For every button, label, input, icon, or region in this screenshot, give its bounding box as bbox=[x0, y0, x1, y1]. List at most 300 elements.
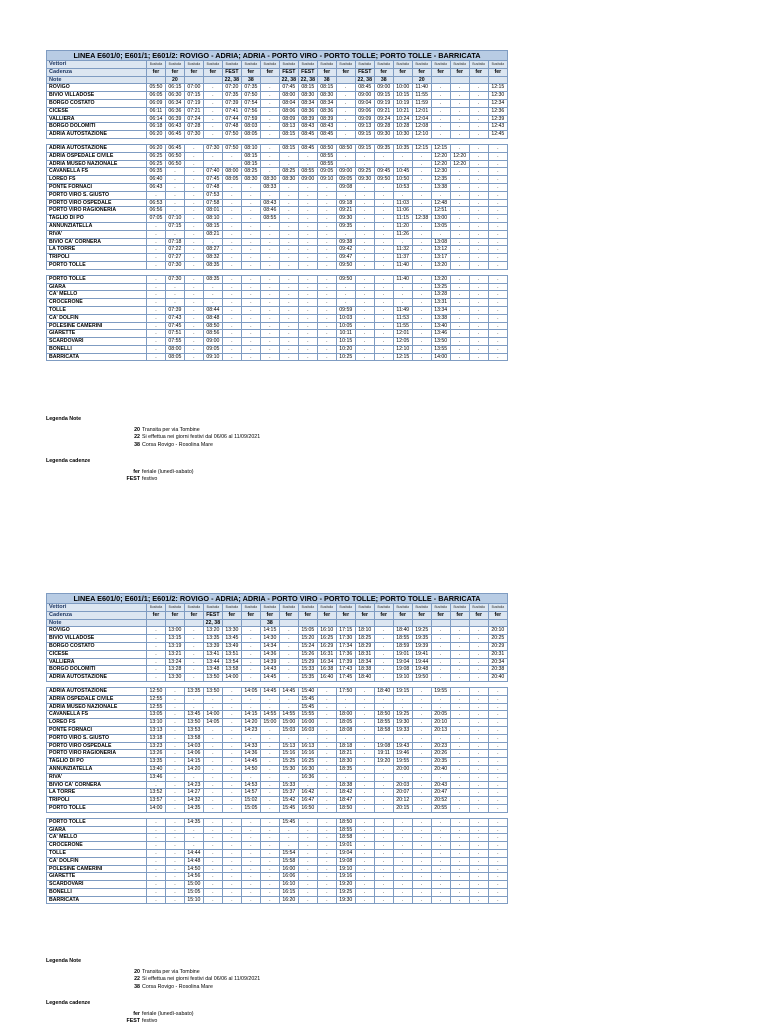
time-cell: . bbox=[222, 230, 241, 238]
stop-row bbox=[47, 734, 508, 742]
time-cell: 14:56 bbox=[184, 873, 203, 881]
time-cell: 19:25 bbox=[336, 888, 355, 896]
time-cell: 08:04 bbox=[279, 99, 298, 107]
time-cell: 15:45 bbox=[298, 703, 317, 711]
time-cell: . bbox=[469, 299, 488, 307]
time-cell: . bbox=[355, 291, 374, 299]
time-cell: . bbox=[431, 658, 450, 666]
time-cell: 19:11 bbox=[374, 750, 393, 758]
time-cell: . bbox=[260, 865, 279, 873]
time-cell: 20:03 bbox=[393, 781, 412, 789]
time-cell: . bbox=[146, 818, 165, 826]
time-cell: 13:54 bbox=[222, 658, 241, 666]
time-cell: 08:10 bbox=[203, 215, 222, 223]
time-cell: . bbox=[222, 765, 241, 773]
time-cell: 09:42 bbox=[336, 246, 355, 254]
time-cell: . bbox=[469, 207, 488, 215]
time-cell: 15:42 bbox=[279, 797, 298, 805]
time-cell: 13:31 bbox=[431, 299, 450, 307]
cadenza-cell: fer bbox=[355, 611, 374, 619]
time-cell: 18:40 bbox=[355, 674, 374, 682]
stop-name: VALLIERA bbox=[47, 115, 147, 123]
operator-cell: Busitalia bbox=[279, 61, 298, 69]
time-cell: . bbox=[298, 261, 317, 269]
time-cell: 08:45 bbox=[298, 144, 317, 152]
legend-note-code: 20 bbox=[134, 968, 140, 975]
stop-name: BIVIO VILLADOSE bbox=[47, 635, 147, 643]
time-cell: . bbox=[355, 207, 374, 215]
time-cell: . bbox=[146, 642, 165, 650]
time-cell: . bbox=[146, 635, 165, 643]
time-cell: 15:33 bbox=[279, 781, 298, 789]
legend-note-text: Corsa Rovigo - Rosolina Mare bbox=[142, 441, 213, 448]
time-cell: . bbox=[222, 283, 241, 291]
time-cell: . bbox=[222, 865, 241, 873]
time-cell: . bbox=[393, 695, 412, 703]
time-cell: 07:45 bbox=[279, 84, 298, 92]
time-cell: . bbox=[260, 123, 279, 131]
stop-name: TOLLE bbox=[47, 849, 147, 857]
time-cell: . bbox=[431, 650, 450, 658]
cadenza-cell: fer bbox=[184, 611, 203, 619]
time-cell: . bbox=[336, 299, 355, 307]
legend-note-item bbox=[134, 442, 506, 450]
time-cell: . bbox=[488, 765, 507, 773]
time-cell: 12:51 bbox=[431, 207, 450, 215]
stop-row bbox=[47, 627, 508, 635]
time-cell: 15:00 bbox=[184, 881, 203, 889]
time-cell: 16:40 bbox=[317, 674, 336, 682]
note-cell bbox=[355, 619, 374, 627]
time-cell: . bbox=[241, 299, 260, 307]
time-cell: . bbox=[488, 207, 507, 215]
time-cell: 19:15 bbox=[393, 687, 412, 695]
time-cell: 20:13 bbox=[431, 726, 450, 734]
stop-name: PORTO TOLLE bbox=[47, 818, 147, 826]
time-cell: 13:28 bbox=[165, 666, 184, 674]
time-cell: . bbox=[298, 254, 317, 262]
time-cell: 14:45 bbox=[241, 758, 260, 766]
operator-cell: Busitalia bbox=[184, 61, 203, 69]
time-cell: 19:08 bbox=[374, 742, 393, 750]
time-cell: . bbox=[260, 254, 279, 262]
time-cell: 10:53 bbox=[393, 183, 412, 191]
time-cell: . bbox=[222, 330, 241, 338]
time-cell: 08:50 bbox=[336, 144, 355, 152]
time-cell: . bbox=[450, 873, 469, 881]
time-cell: . bbox=[393, 857, 412, 865]
time-cell: . bbox=[488, 160, 507, 168]
time-cell: 06:20 bbox=[146, 131, 165, 139]
time-cell: 15:58 bbox=[279, 857, 298, 865]
time-cell: . bbox=[336, 773, 355, 781]
time-cell: . bbox=[450, 726, 469, 734]
time-cell: 08:15 bbox=[317, 84, 336, 92]
time-cell: . bbox=[393, 888, 412, 896]
time-cell: . bbox=[146, 881, 165, 889]
time-cell: . bbox=[412, 703, 431, 711]
stop-name: TAGLIO DI PO bbox=[47, 215, 147, 223]
time-cell: . bbox=[222, 687, 241, 695]
time-cell: . bbox=[412, 742, 431, 750]
time-cell: 15:05 bbox=[184, 888, 203, 896]
time-cell: 15:54 bbox=[279, 849, 298, 857]
stop-row bbox=[47, 84, 508, 92]
time-cell: . bbox=[222, 742, 241, 750]
time-cell: . bbox=[279, 834, 298, 842]
time-cell: 07:58 bbox=[203, 199, 222, 207]
time-cell: . bbox=[222, 888, 241, 896]
time-cell: 08:15 bbox=[298, 84, 317, 92]
time-cell: . bbox=[146, 353, 165, 361]
time-cell: . bbox=[450, 275, 469, 283]
time-cell: . bbox=[355, 781, 374, 789]
stop-row bbox=[47, 191, 508, 199]
time-cell: 13:05 bbox=[431, 222, 450, 230]
timetable-table bbox=[46, 50, 508, 361]
time-cell: 18:42 bbox=[336, 789, 355, 797]
time-cell: . bbox=[393, 881, 412, 889]
stop-name: GIARA bbox=[47, 826, 147, 834]
time-cell: . bbox=[146, 658, 165, 666]
time-cell: . bbox=[450, 199, 469, 207]
time-cell: . bbox=[336, 152, 355, 160]
legend-cadenza-item bbox=[122, 1011, 506, 1019]
stop-name: TOLLE bbox=[47, 306, 147, 314]
time-cell: . bbox=[203, 703, 222, 711]
time-cell: 07:10 bbox=[165, 215, 184, 223]
time-cell: . bbox=[393, 896, 412, 904]
time-cell: . bbox=[431, 99, 450, 107]
operator-cell: Busitalia bbox=[393, 604, 412, 612]
stop-row bbox=[47, 261, 508, 269]
time-cell: 14:15 bbox=[260, 627, 279, 635]
time-cell: 08:36 bbox=[317, 107, 336, 115]
time-cell: . bbox=[450, 711, 469, 719]
time-cell: . bbox=[488, 238, 507, 246]
stop-name: BIVIO VILLADOSE bbox=[47, 92, 147, 100]
time-cell: 18:00 bbox=[336, 711, 355, 719]
stop-row bbox=[47, 254, 508, 262]
time-cell: 07:45 bbox=[165, 322, 184, 330]
time-cell: . bbox=[336, 734, 355, 742]
time-cell: . bbox=[431, 131, 450, 139]
time-cell: . bbox=[146, 291, 165, 299]
note-cell bbox=[469, 76, 488, 84]
time-cell: . bbox=[241, 842, 260, 850]
time-cell: . bbox=[374, 322, 393, 330]
time-cell: . bbox=[355, 261, 374, 269]
time-cell: . bbox=[412, 842, 431, 850]
stop-row bbox=[47, 642, 508, 650]
time-cell: 08:45 bbox=[317, 131, 336, 139]
time-cell: . bbox=[355, 818, 374, 826]
time-cell: . bbox=[450, 330, 469, 338]
time-cell: . bbox=[336, 123, 355, 131]
time-cell: 19:16 bbox=[336, 873, 355, 881]
time-cell: 12:39 bbox=[488, 115, 507, 123]
time-cell: . bbox=[165, 230, 184, 238]
time-cell: 07:15 bbox=[184, 92, 203, 100]
time-cell: 08:00 bbox=[279, 92, 298, 100]
time-cell: . bbox=[298, 299, 317, 307]
time-cell: . bbox=[222, 703, 241, 711]
stop-row bbox=[47, 797, 508, 805]
time-cell: 08:25 bbox=[279, 168, 298, 176]
time-cell: 17:30 bbox=[336, 635, 355, 643]
time-cell: 14:36 bbox=[241, 750, 260, 758]
time-cell: . bbox=[298, 834, 317, 842]
time-cell: 18:47 bbox=[336, 797, 355, 805]
legend-cadenze-title: Legenda cadenze bbox=[46, 1000, 91, 1006]
time-cell: . bbox=[165, 191, 184, 199]
time-cell: . bbox=[374, 765, 393, 773]
time-cell: . bbox=[317, 687, 336, 695]
time-cell: . bbox=[469, 144, 488, 152]
operator-cell: Busitalia bbox=[488, 61, 507, 69]
cadenza-cell: fer bbox=[393, 611, 412, 619]
operator-cell: Busitalia bbox=[469, 61, 488, 69]
time-cell: . bbox=[260, 781, 279, 789]
time-cell: 19:33 bbox=[393, 726, 412, 734]
legend-cadenza-code: FEST bbox=[126, 476, 140, 482]
stop-name: BIVIO CA' CORNERA bbox=[47, 781, 147, 789]
time-cell: . bbox=[146, 238, 165, 246]
time-cell: . bbox=[412, 818, 431, 826]
stop-row bbox=[47, 144, 508, 152]
time-cell: 14:55 bbox=[279, 711, 298, 719]
time-cell: . bbox=[241, 275, 260, 283]
time-cell: . bbox=[469, 254, 488, 262]
time-cell: 07:20 bbox=[222, 84, 241, 92]
note-cell: 38 bbox=[317, 76, 336, 84]
cadenza-cell: fer bbox=[241, 68, 260, 76]
time-cell: . bbox=[222, 207, 241, 215]
time-cell: . bbox=[355, 750, 374, 758]
time-cell: 13:39 bbox=[203, 642, 222, 650]
time-cell: . bbox=[279, 842, 298, 850]
time-cell: . bbox=[412, 888, 431, 896]
time-cell: 08:00 bbox=[222, 168, 241, 176]
time-cell: 19:30 bbox=[336, 896, 355, 904]
time-cell: . bbox=[450, 695, 469, 703]
time-cell: . bbox=[222, 291, 241, 299]
time-cell: . bbox=[450, 826, 469, 834]
time-cell: . bbox=[412, 152, 431, 160]
time-cell: 13:46 bbox=[431, 330, 450, 338]
time-cell: . bbox=[184, 283, 203, 291]
time-cell: . bbox=[184, 695, 203, 703]
operator-cell: Busitalia bbox=[488, 604, 507, 612]
stop-name: GIARETTE bbox=[47, 330, 147, 338]
time-cell: . bbox=[260, 299, 279, 307]
time-cell: . bbox=[317, 804, 336, 812]
time-cell: 07:15 bbox=[165, 222, 184, 230]
time-cell: . bbox=[298, 881, 317, 889]
time-cell: 07:56 bbox=[241, 107, 260, 115]
time-cell: 15:29 bbox=[298, 658, 317, 666]
time-cell: . bbox=[355, 726, 374, 734]
time-cell: . bbox=[412, 168, 431, 176]
time-cell: . bbox=[336, 160, 355, 168]
cadenza-cell: fer bbox=[431, 611, 450, 619]
time-cell: . bbox=[469, 238, 488, 246]
time-cell: 09:47 bbox=[336, 254, 355, 262]
time-cell: . bbox=[488, 842, 507, 850]
time-cell: . bbox=[374, 881, 393, 889]
time-cell: 09:00 bbox=[336, 168, 355, 176]
time-cell: 06:05 bbox=[146, 92, 165, 100]
time-cell: . bbox=[184, 658, 203, 666]
note-cell bbox=[241, 619, 260, 627]
legend-cadenza-text: festivo bbox=[142, 1018, 158, 1024]
time-cell: . bbox=[241, 254, 260, 262]
time-cell: . bbox=[450, 842, 469, 850]
stop-name: SCARDOVARI bbox=[47, 338, 147, 346]
time-cell: 12:43 bbox=[488, 123, 507, 131]
time-cell: . bbox=[488, 742, 507, 750]
time-cell: 07:18 bbox=[165, 238, 184, 246]
time-cell: 19:01 bbox=[336, 842, 355, 850]
time-cell: . bbox=[317, 222, 336, 230]
cadenza-cell: fer bbox=[469, 68, 488, 76]
time-cell: 20:07 bbox=[393, 789, 412, 797]
time-cell: . bbox=[450, 345, 469, 353]
time-cell: . bbox=[222, 726, 241, 734]
time-cell: . bbox=[412, 199, 431, 207]
time-cell: 20:52 bbox=[431, 797, 450, 805]
time-cell: 20:10 bbox=[431, 719, 450, 727]
time-cell: 16:38 bbox=[317, 666, 336, 674]
time-cell: . bbox=[241, 345, 260, 353]
time-cell: . bbox=[355, 238, 374, 246]
time-cell: 11:15 bbox=[393, 215, 412, 223]
time-cell: . bbox=[450, 99, 469, 107]
time-cell: . bbox=[450, 888, 469, 896]
time-cell: . bbox=[260, 306, 279, 314]
time-cell: . bbox=[241, 222, 260, 230]
time-cell: 09:50 bbox=[336, 261, 355, 269]
time-cell: . bbox=[146, 865, 165, 873]
operator-cell: Busitalia bbox=[393, 61, 412, 69]
time-cell: . bbox=[317, 857, 336, 865]
time-cell: . bbox=[488, 230, 507, 238]
time-cell: . bbox=[374, 345, 393, 353]
stop-name: BIVIO CA' CORNERA bbox=[47, 238, 147, 246]
time-cell: . bbox=[488, 152, 507, 160]
time-cell: . bbox=[450, 291, 469, 299]
time-cell: 14:45 bbox=[260, 687, 279, 695]
time-cell: . bbox=[412, 306, 431, 314]
time-cell: 08:06 bbox=[279, 107, 298, 115]
time-cell: . bbox=[279, 291, 298, 299]
time-cell: 17:36 bbox=[336, 650, 355, 658]
time-cell: . bbox=[260, 881, 279, 889]
time-cell: . bbox=[469, 160, 488, 168]
time-cell: . bbox=[146, 842, 165, 850]
time-cell: 20:25 bbox=[488, 635, 507, 643]
time-cell: . bbox=[469, 123, 488, 131]
time-cell: . bbox=[165, 865, 184, 873]
time-cell: . bbox=[450, 306, 469, 314]
time-cell: . bbox=[412, 758, 431, 766]
note-label: Note bbox=[47, 76, 147, 84]
time-cell: . bbox=[222, 711, 241, 719]
time-cell: . bbox=[260, 818, 279, 826]
time-cell: 16:30 bbox=[298, 765, 317, 773]
time-cell: 14:35 bbox=[184, 804, 203, 812]
time-cell: . bbox=[184, 674, 203, 682]
time-cell: . bbox=[431, 92, 450, 100]
time-cell: . bbox=[374, 283, 393, 291]
time-cell: 20:23 bbox=[431, 742, 450, 750]
time-cell: . bbox=[184, 207, 203, 215]
time-cell: . bbox=[412, 160, 431, 168]
time-cell: 08:05 bbox=[165, 353, 184, 361]
time-cell: . bbox=[203, 773, 222, 781]
time-cell: . bbox=[222, 818, 241, 826]
time-cell: . bbox=[469, 695, 488, 703]
operator-cell: Busitalia bbox=[317, 61, 336, 69]
time-cell: . bbox=[165, 687, 184, 695]
time-cell: . bbox=[488, 703, 507, 711]
time-cell: 10:21 bbox=[393, 107, 412, 115]
time-cell: . bbox=[355, 826, 374, 834]
time-cell: 13:20 bbox=[431, 275, 450, 283]
time-cell: . bbox=[412, 849, 431, 857]
time-cell: 15:35 bbox=[298, 674, 317, 682]
time-cell: . bbox=[450, 773, 469, 781]
time-cell: . bbox=[431, 695, 450, 703]
time-cell: 07:40 bbox=[203, 168, 222, 176]
time-cell: . bbox=[222, 345, 241, 353]
time-cell: 13:35 bbox=[184, 687, 203, 695]
time-cell: . bbox=[393, 826, 412, 834]
stop-name: PORTO VIRO RAGIONERIA bbox=[47, 207, 147, 215]
time-cell: . bbox=[241, 873, 260, 881]
time-cell: . bbox=[203, 99, 222, 107]
time-cell: . bbox=[241, 338, 260, 346]
time-cell: 11:55 bbox=[393, 322, 412, 330]
time-cell: 12:01 bbox=[412, 107, 431, 115]
time-cell: 10:24 bbox=[393, 115, 412, 123]
stop-name: PORTO TOLLE bbox=[47, 261, 147, 269]
time-cell: . bbox=[336, 115, 355, 123]
time-cell: . bbox=[184, 834, 203, 842]
time-cell: 09:10 bbox=[203, 353, 222, 361]
time-cell: . bbox=[222, 299, 241, 307]
time-cell: 20:55 bbox=[431, 804, 450, 812]
time-cell: 09:15 bbox=[355, 144, 374, 152]
stop-row bbox=[47, 115, 508, 123]
time-cell: . bbox=[412, 322, 431, 330]
note-cell bbox=[146, 76, 165, 84]
time-cell: 08:10 bbox=[241, 144, 260, 152]
time-cell: . bbox=[488, 726, 507, 734]
time-cell: . bbox=[241, 674, 260, 682]
time-cell: 16:13 bbox=[298, 742, 317, 750]
time-cell: 12:55 bbox=[146, 703, 165, 711]
stop-name: BORGO COSTATO bbox=[47, 99, 147, 107]
time-cell: 12:30 bbox=[431, 168, 450, 176]
time-cell: 18:40 bbox=[374, 687, 393, 695]
note-cell bbox=[488, 76, 507, 84]
time-cell: . bbox=[279, 773, 298, 781]
time-cell: 13:48 bbox=[203, 666, 222, 674]
time-cell: . bbox=[222, 222, 241, 230]
time-cell: . bbox=[488, 849, 507, 857]
time-cell: . bbox=[355, 857, 374, 865]
